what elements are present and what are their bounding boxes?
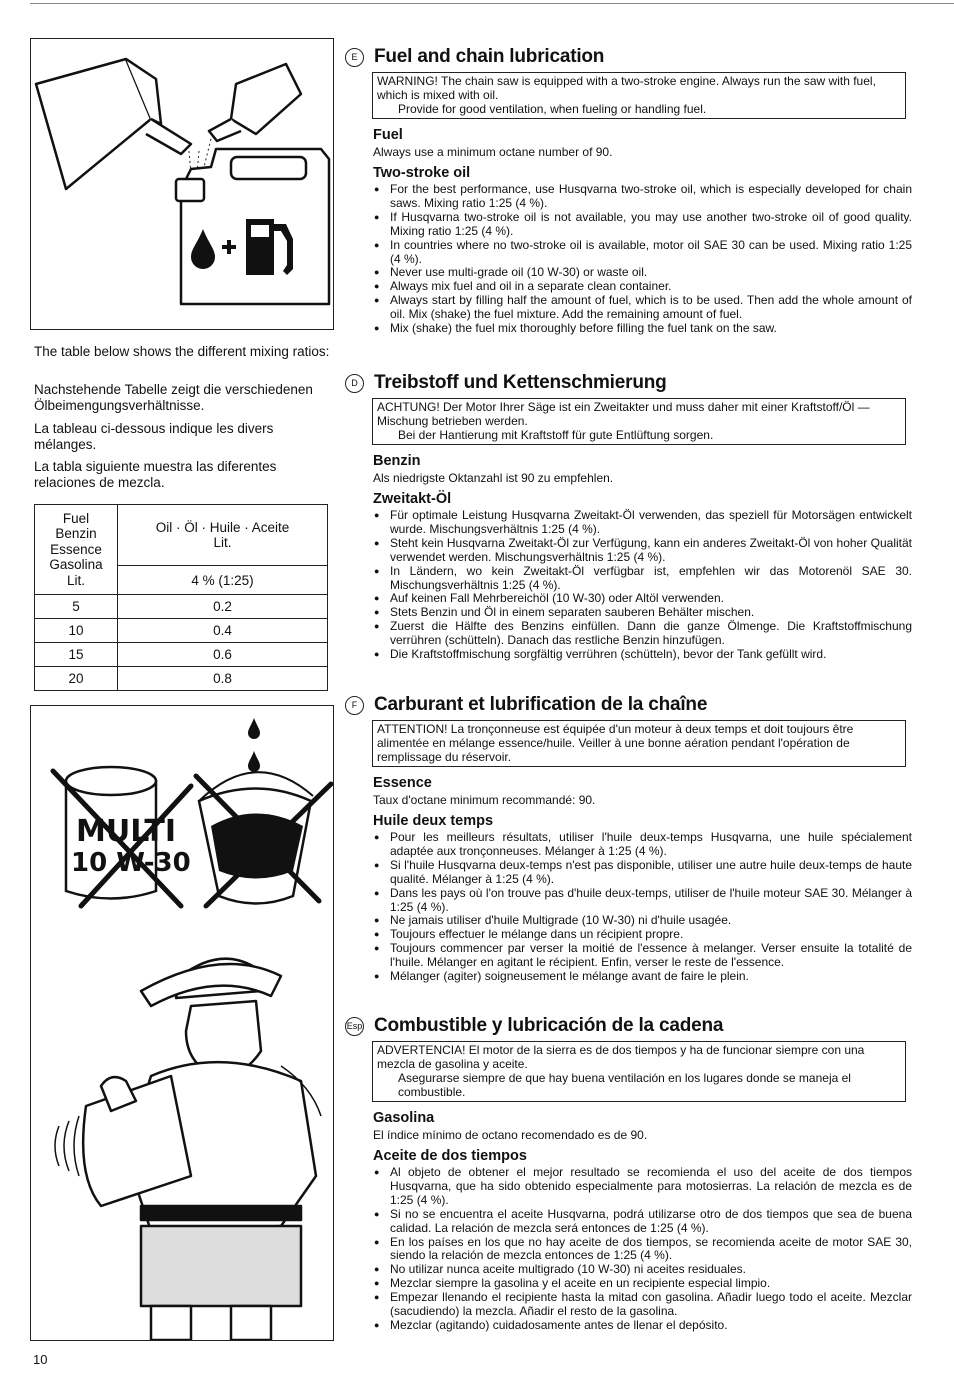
header-benzin: Benzin — [55, 526, 97, 542]
mixing-illustration — [30, 705, 334, 1341]
fuel-text: Taux d'octane minimum recommandé: 90. — [373, 793, 596, 807]
warning-box — [372, 398, 906, 445]
list-item: ● Mezclar siempre la gasolina y el aceite en un recipiente especial limpio. — [373, 1277, 912, 1291]
table-row — [35, 643, 328, 667]
fuel-heading: Benzin — [373, 453, 421, 469]
list-item: ● Mix (shake) the fuel mix thoroughly before filling the fuel tank on the saw. — [373, 322, 912, 336]
list-item: ● Empezar llenando el recipiente hasta la mitad con gasolina. Añadir luego todo el aceite. Mezclar (sacudiendo) la mezcla. Añadir el resto de la gasolina. — [373, 1291, 912, 1319]
section-title-row — [345, 371, 915, 395]
fuel-column-header — [35, 505, 118, 595]
list-item: ● In Ländern, wo kein Zweitakt-Öl verfügbar ist, empfehlen wir das Motorenöl SAE 30. Mischungsverhältnis 1:25 (4 %). — [373, 565, 912, 593]
list-item: ● No utilizar nunca aceite multigrado (10 W-30) ni aceites residuales. — [373, 1263, 912, 1277]
oil-heading: Aceite de dos tiempos — [373, 1148, 527, 1164]
oil-cell: 0.4 — [118, 619, 328, 643]
section-french — [345, 693, 915, 984]
list-item: ● If Husqvarna two-stroke oil is not available, you may use another two-stroke oil of good quality. Mixing ratio 1:25 (4 %). — [373, 211, 912, 239]
top-rule — [30, 3, 954, 4]
header-oil: Oil · Öl · Huile · Aceite — [155, 519, 290, 535]
fuel-text: Als niedrigste Oktanzahl ist 90 zu empfehlen. — [373, 471, 614, 485]
fuel-text: El índice mínimo de octano recomendado es de 90. — [373, 1128, 648, 1142]
fuel-cell: 20 — [35, 667, 118, 691]
language-badge: E — [345, 48, 364, 67]
warning-text: ATTENTION! La tronçonneuse est équipée d'un moteur à deux temps et doit toujours être alimentée en mélange essence/huile. Veiller à une bonne aération pendant l'opération de remplissage du réservoir. — [377, 722, 854, 764]
oil-can-label: MULTI — [76, 814, 176, 849]
table-row — [35, 667, 328, 691]
oil-bottle-icon — [209, 64, 301, 141]
fuel-cell: 10 — [35, 619, 118, 643]
fuel-cell: 5 — [35, 595, 118, 619]
mixing-ratio-table — [34, 504, 328, 691]
language-badge: F — [345, 696, 364, 715]
section-title-row — [345, 45, 915, 69]
oil-bullet-list — [373, 1166, 912, 1333]
warning-text: ACHTUNG! Der Motor Ihrer Säge ist ein Zweitakter und muss daher mit einer Kraftstoff/Öl — Mischung betrieben werden. — [377, 400, 870, 428]
warning-text: WARNING! The chain saw is equipped with a two-stroke engine. Always run the saw with fuel, which is mixed with oil. — [377, 74, 876, 102]
oil-bullet-list — [373, 183, 912, 336]
warning-box — [372, 1041, 906, 1102]
table-row — [35, 595, 328, 619]
section-heading: Fuel and chain lubrication — [374, 46, 605, 67]
fuel-heading: Gasolina — [373, 1110, 435, 1126]
warning-note: Asegurarse siempre de que hay buena ventilación en los lugares donde se maneja el combustible. — [398, 1071, 851, 1099]
header-essence: Essence — [50, 541, 102, 557]
list-item: ● Dans les pays où l'on trouve pas d'huile deux-temps, utiliser de l'huile moteur SAE 30. Mélanger à 1:25 (4 %). — [373, 887, 912, 915]
list-item: ● In countries where no two-stroke oil is available, motor oil SAE 30 can be used. Mixing ratio 1:25 (4 %). — [373, 239, 912, 267]
ratio-cell: 4 % (1:25) — [118, 566, 328, 595]
intro-fr: La tableau ci-dessous indique les divers mélanges. — [34, 421, 274, 452]
oil-heading: Huile deux temps — [373, 813, 494, 829]
section-heading: Combustible y lubricación de la cadena — [374, 1015, 724, 1036]
section-heading: Treibstoff und Kettenschmierung — [374, 372, 667, 393]
oil-cell: 0.6 — [118, 643, 328, 667]
table-row — [35, 619, 328, 643]
fuel-heading: Fuel — [373, 127, 403, 143]
intro-de: Nachstehende Tabelle zeigt die verschiedenen Ölbeimengungsverhältnisse. — [34, 382, 313, 413]
list-item: ● Mezclar (agitando) cuidadosamente antes de llenar el depósito. — [373, 1319, 912, 1333]
list-item: ● Die Kraftstoffmischung sorgfältig verrühren (schütteln), bevor der Tank gefüllt wird. — [373, 648, 912, 662]
list-item: ● Zuerst die Hälfte des Benzins einfüllen. Dann die ganze Ölmenge. Die Kraftstoffmischung verrühren (schütteln). Danach das restliche Benzin hinzufügen. — [373, 620, 912, 648]
list-item: ● Pour les meilleurs résultats, utiliser l'huile deux-temps Husqvarna, une huile spécialement adaptée aux tronçonneuses. Mélanger à 1:25 (4 %). — [373, 831, 912, 859]
list-item: ● Always mix fuel and oil in a separate clean container. — [373, 280, 912, 294]
list-item: ● Für optimale Leistung Husqvarna Zweitakt-Öl verwenden, das speziell für Motorsägen entwickelt wurde. Mischungsverhältnis 1:25 (4 %). — [373, 509, 912, 537]
list-item: ● Toujours effectuer le mélange dans un récipient propre. — [373, 928, 912, 942]
list-item: ● Auf keinen Fall Mehrbereichöl (10 W-30) oder Altöl verwenden. — [373, 592, 912, 606]
intro-es: La tabla siguiente muestra las diferentes relaciones de mezcla. — [34, 459, 277, 490]
section-title-row — [345, 1014, 915, 1038]
language-badge: D — [345, 374, 364, 393]
language-badge: Esp — [345, 1017, 364, 1036]
list-item: ● En los países en los que no hay aceite de dos tiempos, se recomienda aceite de motor SAE 30, siendo la relación de mezcla entonces de 1:25 (4 %). — [373, 1236, 912, 1264]
header-gasolina: Gasolina — [49, 557, 103, 573]
list-item: ● Steht kein Husqvarna Zweitakt-Öl zur Verfügung, kann ein anderes Zweitakt-Öl von hoher Qualität verwendet werden. Mischungsverhältnis 1:25 (4 %). — [373, 537, 912, 565]
oil-heading: Two-stroke oil — [373, 165, 471, 181]
section-spanish — [345, 1014, 915, 1333]
list-item: ● For the best performance, use Husqvarna two-stroke oil, which is especially developed for chain saws. Mixing ratio 1:25 (4 %). — [373, 183, 912, 211]
section-english — [345, 45, 915, 336]
warning-box — [372, 72, 906, 119]
header-oil-unit: Lit. — [213, 535, 232, 550]
worker-shaking-canister — [83, 959, 316, 1340]
header-fuel: Fuel — [62, 510, 90, 526]
oil-bullet-list — [373, 831, 912, 984]
fuel-can-icon — [36, 59, 191, 189]
header-fuel-unit: Lit. — [66, 572, 85, 588]
list-item: ● Al objeto de obtener el mejor resultado se recomienda el uso del aceite de dos tiempos Husqvarna, que ha sido obtenido especialmente para motosierras. La relación de mezcla es de 1:25 (4 %). — [373, 1166, 912, 1208]
oil-bullet-list — [373, 509, 912, 662]
section-title-row — [345, 693, 915, 717]
fuel-text: Always use a minimum octane number of 90. — [373, 145, 613, 159]
list-item: ● Mélanger (agiter) soigneusement le mélange avant de faire le plein. — [373, 970, 912, 984]
fuel-mixing-illustration — [30, 38, 334, 330]
section-german — [345, 371, 915, 662]
oil-column-header — [118, 505, 328, 566]
oil-heading: Zweitakt-Öl — [373, 491, 452, 507]
fuel-cell: 15 — [35, 643, 118, 667]
list-item: ● Ne jamais utiliser d'huile Multigrade (10 W-30) ni d'huile usagée. — [373, 914, 912, 928]
warning-note: Provide for good ventilation, when fueling or handling fuel. — [398, 102, 707, 116]
list-item: ● Toujours commencer par verser la moitié de l'essence à melanger. Verser ensuite la totalité de l'huile. Mélanger en agitant le récipient. Enfin, verser le reste de l'essence. — [373, 942, 912, 970]
fuel-heading: Essence — [373, 775, 432, 791]
intro-en: The table below shows the different mixing ratios: — [34, 344, 330, 359]
page-number: 10 — [33, 1352, 48, 1367]
warning-box — [372, 720, 906, 767]
oil-cell: 0.2 — [118, 595, 328, 619]
multigrade-oil-can-icon — [66, 767, 191, 899]
oil-cell: 0.8 — [118, 667, 328, 691]
list-item: ● Stets Benzin und Öl in einem separaten sauberen Behälter mischen. — [373, 606, 912, 620]
section-heading: Carburant et lubrification de la chaîne — [374, 694, 708, 715]
list-item: ● Always start by filling half the amount of fuel, which is to be used. Then add the whole amount of oil. Mix (shake) the fuel mixture. Add the remaining amount of fuel. — [373, 294, 912, 322]
list-item: ● Si no se encuentra el aceite Husqvarna, podrá utilizarse otro de dos tiempos que sea de buena calidad. La relación de mezcla será entonces de 1:25 (4 %). — [373, 1208, 912, 1236]
warning-text: ADVERTENCIA! El motor de la sierra es de dos tiempos y ha de funcionar siempre con una mezcla de gasolina y aceite. — [377, 1043, 865, 1071]
list-item: ● Never use multi-grade oil (10 W-30) or waste oil. — [373, 266, 912, 280]
oil-can-grade: 10 W-30 — [71, 848, 191, 878]
warning-note: Bei der Hantierung mit Kraftstoff für gute Entlüftung sorgen. — [398, 428, 714, 442]
list-item: ● Si l'huile Husqvarna deux-temps n'est pas disponible, utiliser une autre huile deux-temps de haute qualité. Mélanger à 1:25 (4 %). — [373, 859, 912, 887]
